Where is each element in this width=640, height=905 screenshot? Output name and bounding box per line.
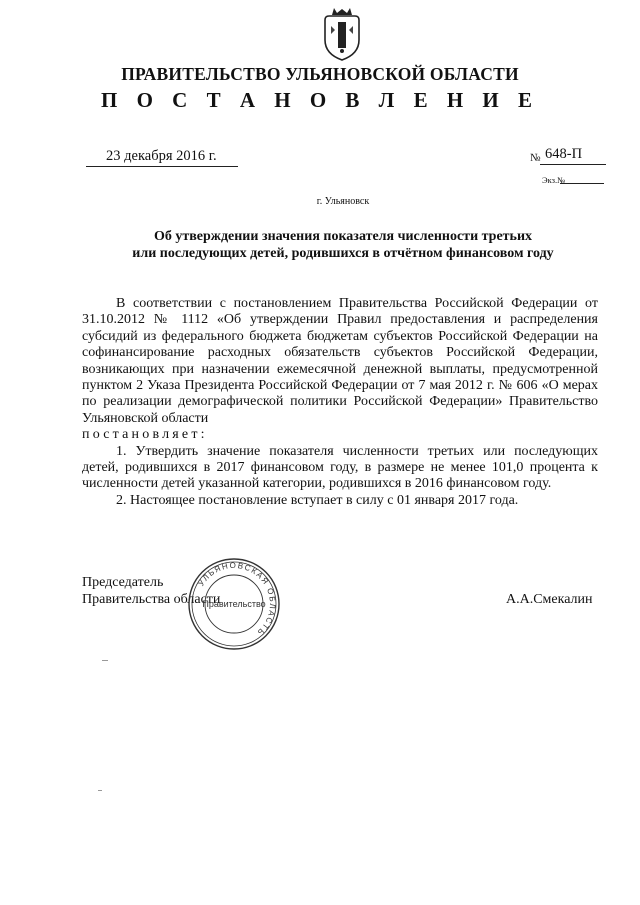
preamble-text: В соответствии с постановлением Правительства Российской Федерации от 31.10.2012 № 1112 «Об утверждении Правил предоставления и распределения субсидий из федерального бюджета бюджетам субъектов Российской Федерации на софинансирование расходных обязательств субъектов Российской Федерации, возникающих при назначении ежемесячной денежной выплаты, предусмотренной пунктом 2 Указа Президента Российской Федерации от 7 мая 2012 г. № 606 «О мерах по реализации демографической политики Российской Федерации» Правительство Ульяновской области (82, 296, 598, 426)
document-number: 648-П (545, 146, 583, 162)
title-line-2: или последующих детей, родившихся в отчётном финансовом году (132, 246, 554, 261)
item-2: 2. Настоящее постановление вступает в силу с 01 января 2017 года. (116, 492, 519, 508)
document-type: П О С Т А Н О В Л Е Н И Е (100, 88, 539, 112)
seal-outer-text: УЛЬЯНОВСКАЯ ОБЛАСТЬ (196, 560, 278, 638)
date-underline (86, 166, 238, 167)
title-line-1: Об утверждении значения показателя численности третьих (153, 229, 533, 244)
document-title (100, 228, 586, 262)
copy-number-label: Экз.№ (542, 175, 566, 185)
signatory-name: А.А.Смекалин (506, 592, 593, 607)
number-underline (540, 164, 606, 165)
copy-number-underline (560, 183, 604, 184)
preamble-paragraph (82, 296, 598, 427)
document-body (82, 296, 598, 509)
seal-center-text: Правительство (202, 599, 266, 609)
coat-of-arms-icon (319, 6, 365, 62)
resolves-paragraph (82, 427, 598, 443)
resolves-word: постановляет: (82, 427, 208, 443)
scan-mark (102, 660, 108, 661)
item-1: 1. Утвердить значение показателя численности третьих или последующих детей, родившихся в 2017 финансовом году, в размере не менее 101,0 процента к численности детей указанной категории, родившихся в 2016 финансовом году. (82, 443, 598, 492)
city: г. Ульяновск (316, 196, 370, 207)
organization-name: ПРАВИТЕЛЬСТВО УЛЬЯНОВСКОЙ ОБЛАСТИ (121, 64, 519, 84)
role-line-1: Председатель (82, 575, 164, 590)
scan-mark (98, 790, 102, 791)
document-date: 23 декабря 2016 г. (106, 148, 217, 164)
official-seal (186, 556, 282, 652)
number-prefix: № (530, 152, 541, 164)
role-line-2: Правительства области (82, 591, 221, 607)
